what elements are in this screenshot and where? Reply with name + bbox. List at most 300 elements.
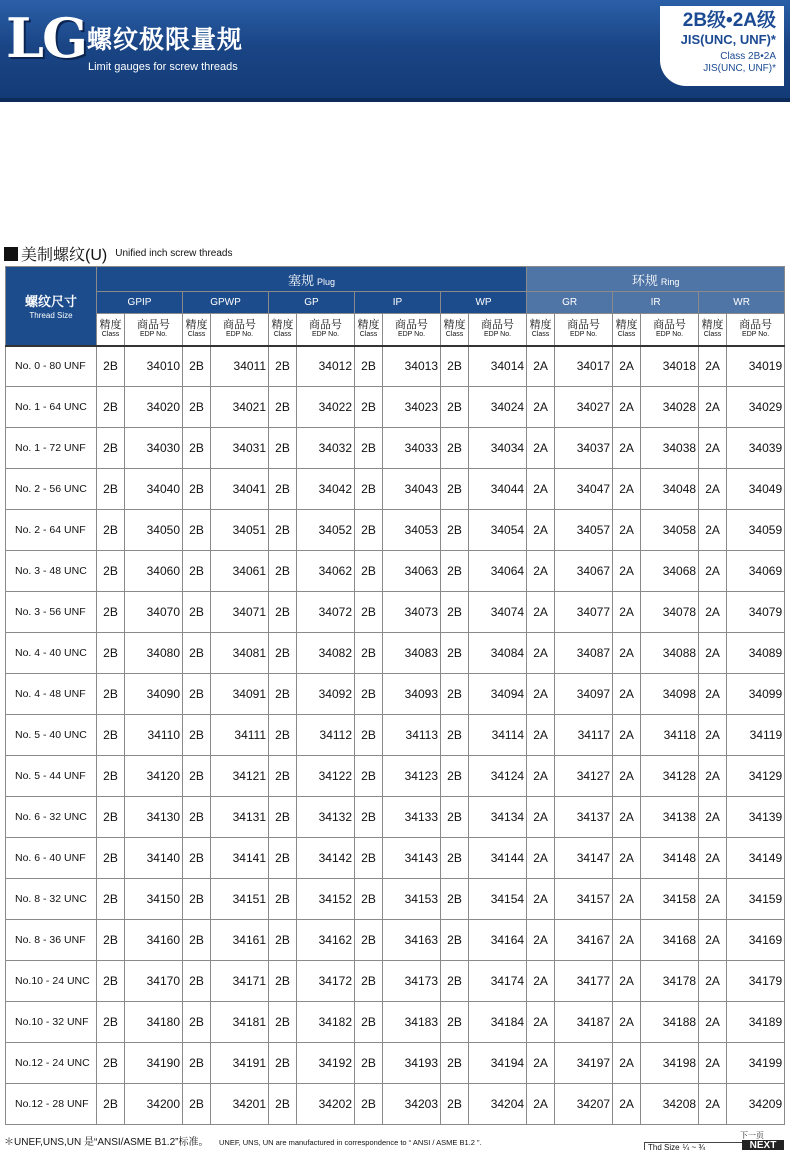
section-title: [4, 242, 233, 265]
class-cell: 2B: [183, 879, 211, 920]
edp-cell: 34182: [297, 1002, 355, 1043]
edp-cell: 34018: [641, 346, 699, 387]
edp-cell: 34180: [125, 1002, 183, 1043]
class-cell: 2A: [699, 674, 727, 715]
edp-cell: 34098: [641, 674, 699, 715]
edp-cell: 34034: [469, 428, 527, 469]
edp-cell: 34131: [211, 797, 269, 838]
class-cell: 2A: [613, 1084, 641, 1125]
class-cell: 2B: [97, 510, 125, 551]
edp-cell: 34074: [469, 592, 527, 633]
class-cell: 2B: [183, 1043, 211, 1084]
thread-size-cell: No. 2 - 64 UNF: [6, 510, 97, 551]
edp-cell: 34162: [297, 920, 355, 961]
edp-cell: 34112: [297, 715, 355, 756]
class-cell: 2A: [699, 920, 727, 961]
thread-size-header: [6, 267, 97, 346]
edp-cell: 34062: [297, 551, 355, 592]
edp-cell: 34122: [297, 756, 355, 797]
edp-column-header: [727, 314, 785, 346]
class-cell: 2B: [269, 797, 297, 838]
class-cell: 2B: [97, 551, 125, 592]
class-cell: 2A: [527, 838, 555, 879]
class-column-header: [699, 314, 727, 346]
edp-cell: 34077: [555, 592, 613, 633]
class-cell: 2B: [183, 838, 211, 879]
edp-header-en: EDP No.: [397, 331, 426, 339]
class-cell: 2B: [183, 510, 211, 551]
class-cell: 2B: [355, 756, 383, 797]
edp-column-header: [469, 314, 527, 346]
class-cell: 2B: [441, 1043, 469, 1084]
class-cell: 2B: [97, 1084, 125, 1125]
table-row: [6, 879, 785, 920]
section-title-cn: 美制螺纹(U): [21, 247, 108, 264]
class-cell: 2B: [269, 715, 297, 756]
class-cell: 2A: [613, 879, 641, 920]
class-cell: 2B: [97, 428, 125, 469]
class-cell: 2B: [355, 920, 383, 961]
class-cell: 2B: [97, 1043, 125, 1084]
class-cell: 2A: [699, 387, 727, 428]
edp-cell: 34163: [383, 920, 441, 961]
edp-cell: 34070: [125, 592, 183, 633]
edp-cell: 34117: [555, 715, 613, 756]
class-cell: 2A: [613, 838, 641, 879]
edp-cell: 34079: [727, 592, 785, 633]
class-cell: 2B: [355, 797, 383, 838]
thread-size-cell: No. 2 - 56 UNC: [6, 469, 97, 510]
class-cell: 2A: [527, 387, 555, 428]
edp-cell: 34110: [125, 715, 183, 756]
edp-cell: 34120: [125, 756, 183, 797]
edp-cell: 34201: [211, 1084, 269, 1125]
class-cell: 2A: [613, 1002, 641, 1043]
edp-cell: 34052: [297, 510, 355, 551]
class-cell: 2B: [355, 346, 383, 387]
thread-size-cell: No. 5 - 44 UNF: [6, 756, 97, 797]
edp-cell: 34190: [125, 1043, 183, 1084]
edp-cell: 34014: [469, 346, 527, 387]
class-header-en: Class: [531, 331, 550, 339]
class-cell: 2B: [269, 346, 297, 387]
class-cell: 2A: [613, 551, 641, 592]
edp-cell: 34147: [555, 838, 613, 879]
edp-cell: 34193: [383, 1043, 441, 1084]
edp-header-cn: 商品号: [567, 319, 601, 332]
edp-cell: 34021: [211, 387, 269, 428]
edp-cell: 34023: [383, 387, 441, 428]
class-cell: 2A: [527, 756, 555, 797]
edp-cell: 34137: [555, 797, 613, 838]
edp-cell: 34088: [641, 633, 699, 674]
class-column-header: [269, 314, 297, 346]
group-header-wp: WP: [441, 292, 527, 314]
thread-size-cell: No. 1 - 72 UNF: [6, 428, 97, 469]
class-header-cn: 精度: [701, 319, 724, 332]
edp-cell: 34059: [727, 510, 785, 551]
class-column-header: [355, 314, 383, 346]
class-cell: 2B: [97, 1002, 125, 1043]
edp-cell: 34087: [555, 633, 613, 674]
edp-cell: 34048: [641, 469, 699, 510]
thread-size-header-cn: 螺纹尺寸: [24, 294, 77, 310]
edp-header-cn: 商品号: [395, 319, 428, 332]
edp-cell: 34183: [383, 1002, 441, 1043]
ring-header-en: Ring: [660, 276, 680, 287]
edp-cell: 34141: [211, 838, 269, 879]
class-cell: 2B: [97, 633, 125, 674]
class-cell: 2B: [269, 756, 297, 797]
edp-cell: 34173: [383, 961, 441, 1002]
edp-header-en: EDP No.: [656, 331, 684, 339]
class-cell: 2A: [699, 551, 727, 592]
class-cell: 2A: [699, 797, 727, 838]
edp-cell: 34012: [297, 346, 355, 387]
edp-cell: 34169: [727, 920, 785, 961]
edp-header-en: EDP No.: [483, 331, 512, 339]
edp-cell: 34197: [555, 1043, 613, 1084]
class-cell: 2B: [269, 469, 297, 510]
class-cell: 2A: [527, 1043, 555, 1084]
class-cell: 2B: [97, 715, 125, 756]
edp-cell: 34047: [555, 469, 613, 510]
edp-cell: 34039: [727, 428, 785, 469]
edp-cell: 34020: [125, 387, 183, 428]
class-cell: 2B: [97, 592, 125, 633]
edp-cell: 34167: [555, 920, 613, 961]
class-header-cn: 精度: [185, 319, 208, 332]
edp-cell: 34161: [211, 920, 269, 961]
class-header-cn: 精度: [443, 319, 466, 332]
thread-size-cell: No. 6 - 40 UNF: [6, 838, 97, 879]
group-header-wr: WR: [699, 292, 785, 314]
class-cell: 2B: [97, 920, 125, 961]
edp-cell: 34199: [727, 1043, 785, 1084]
edp-cell: 34150: [125, 879, 183, 920]
class-cell: 2B: [183, 469, 211, 510]
edp-cell: 34073: [383, 592, 441, 633]
class-cell: 2A: [527, 674, 555, 715]
class-cell: 2A: [613, 633, 641, 674]
table-row: [6, 1002, 785, 1043]
badge-class-cn: 2B级•2A级: [682, 10, 776, 31]
edp-column-header: [297, 314, 355, 346]
thread-size-header-en: Thread Size: [29, 311, 73, 321]
edp-cell: 34172: [297, 961, 355, 1002]
edp-cell: 34188: [641, 1002, 699, 1043]
class-cell: 2A: [527, 428, 555, 469]
edp-cell: 34139: [727, 797, 785, 838]
edp-cell: 34134: [469, 797, 527, 838]
class-cell: 2A: [613, 920, 641, 961]
ring-header-cn: 环规: [631, 272, 658, 288]
group-header-ip: IP: [355, 292, 441, 314]
edp-header-en: EDP No.: [311, 331, 340, 339]
edp-cell: 34208: [641, 1084, 699, 1125]
thread-size-cell: No.12 - 28 UNF: [6, 1084, 97, 1125]
edp-cell: 34130: [125, 797, 183, 838]
class-cell: 2B: [183, 428, 211, 469]
edp-cell: 34132: [297, 797, 355, 838]
edp-cell: 34099: [727, 674, 785, 715]
edp-cell: 34128: [641, 756, 699, 797]
class-cell: 2B: [183, 592, 211, 633]
table-row: [6, 1043, 785, 1084]
edp-cell: 34204: [469, 1084, 527, 1125]
group-header-gp: GP: [269, 292, 355, 314]
next-button[interactable]: NEXT: [742, 1140, 784, 1150]
class-cell: 2B: [269, 1084, 297, 1125]
edp-cell: 34011: [211, 346, 269, 387]
class-cell: 2A: [527, 879, 555, 920]
class-cell: 2B: [97, 756, 125, 797]
edp-cell: 34013: [383, 346, 441, 387]
class-badge: [660, 6, 784, 86]
edp-cell: 34144: [469, 838, 527, 879]
class-cell: 2A: [699, 1002, 727, 1043]
class-cell: 2B: [441, 838, 469, 879]
edp-cell: 34124: [469, 756, 527, 797]
class-column-header: [183, 314, 211, 346]
edp-cell: 34192: [297, 1043, 355, 1084]
edp-header-cn: 商品号: [481, 319, 515, 332]
edp-cell: 34142: [297, 838, 355, 879]
class-cell: 2A: [613, 469, 641, 510]
class-header-en: Class: [101, 331, 120, 339]
edp-cell: 34149: [727, 838, 785, 879]
edp-cell: 34010: [125, 346, 183, 387]
class-cell: 2B: [355, 838, 383, 879]
edp-cell: 34203: [383, 1084, 441, 1125]
class-cell: 2B: [269, 838, 297, 879]
class-cell: 2B: [269, 1002, 297, 1043]
edp-cell: 34032: [297, 428, 355, 469]
class-cell: 2A: [699, 1043, 727, 1084]
class-cell: 2A: [699, 961, 727, 1002]
class-cell: 2B: [441, 346, 469, 387]
edp-cell: 34033: [383, 428, 441, 469]
class-cell: 2A: [527, 1084, 555, 1125]
class-header-cn: 精度: [529, 319, 552, 332]
class-cell: 2A: [699, 879, 727, 920]
edp-header-en: EDP No.: [139, 331, 168, 339]
table-row: [6, 551, 785, 592]
edp-cell: 34187: [555, 1002, 613, 1043]
class-cell: 2B: [441, 961, 469, 1002]
edp-header-cn: 商品号: [137, 319, 170, 332]
table-row: [6, 428, 785, 469]
class-cell: 2B: [97, 469, 125, 510]
class-cell: 2B: [269, 510, 297, 551]
header-stripe: [0, 98, 790, 102]
edp-cell: 34164: [469, 920, 527, 961]
group-header-gpwp: GPWP: [183, 292, 269, 314]
class-cell: 2B: [441, 756, 469, 797]
class-cell: 2B: [441, 1002, 469, 1043]
class-cell: 2B: [183, 1002, 211, 1043]
edp-cell: 34114: [469, 715, 527, 756]
edp-cell: 34049: [727, 469, 785, 510]
table-row: [6, 838, 785, 879]
edp-cell: 34148: [641, 838, 699, 879]
thread-size-cell: No.12 - 24 UNC: [6, 1043, 97, 1084]
thread-size-cell: No. 0 - 80 UNF: [6, 346, 97, 387]
class-cell: 2B: [97, 387, 125, 428]
class-cell: 2A: [613, 797, 641, 838]
class-cell: 2A: [613, 674, 641, 715]
class-cell: 2A: [613, 428, 641, 469]
next-page-label-cn: 下一页: [740, 1131, 764, 1140]
edp-cell: 34092: [297, 674, 355, 715]
class-cell: 2B: [269, 961, 297, 1002]
edp-cell: 34063: [383, 551, 441, 592]
table-row: [6, 387, 785, 428]
class-cell: 2A: [699, 715, 727, 756]
class-cell: 2B: [355, 1002, 383, 1043]
edp-cell: 34051: [211, 510, 269, 551]
class-column-header: [441, 314, 469, 346]
table-row: [6, 920, 785, 961]
edp-cell: 34068: [641, 551, 699, 592]
table-body: [6, 346, 785, 1125]
next-page-nav[interactable]: [644, 1130, 784, 1150]
class-header-cn: 精度: [357, 319, 380, 332]
edp-cell: 34129: [727, 756, 785, 797]
page-header: [0, 0, 790, 102]
edp-cell: 34031: [211, 428, 269, 469]
class-cell: 2B: [355, 387, 383, 428]
class-cell: 2A: [613, 387, 641, 428]
thread-size-cell: No. 3 - 48 UNC: [6, 551, 97, 592]
section-title-en: Unified inch screw threads: [115, 248, 233, 259]
edp-cell: 34111: [211, 715, 269, 756]
class-cell: 2B: [441, 715, 469, 756]
edp-cell: 34152: [297, 879, 355, 920]
class-cell: 2A: [527, 346, 555, 387]
class-cell: 2B: [183, 346, 211, 387]
edp-cell: 34209: [727, 1084, 785, 1125]
edp-cell: 34040: [125, 469, 183, 510]
class-header-en: Class: [445, 331, 464, 339]
class-cell: 2A: [699, 838, 727, 879]
class-header-en: Class: [617, 331, 636, 339]
edp-cell: 34133: [383, 797, 441, 838]
edp-cell: 34030: [125, 428, 183, 469]
class-cell: 2B: [183, 797, 211, 838]
page-subtitle: Limit gauges for screw threads: [88, 61, 238, 73]
edp-cell: 34140: [125, 838, 183, 879]
class-cell: 2B: [441, 1084, 469, 1125]
page-title: 螺纹极限量规: [87, 26, 244, 54]
edp-header-cn: 商品号: [653, 319, 687, 332]
thread-size-cell: No. 6 - 32 UNC: [6, 797, 97, 838]
class-cell: 2B: [441, 551, 469, 592]
class-cell: 2B: [441, 674, 469, 715]
edp-header-cn: 商品号: [223, 319, 256, 332]
edp-cell: 34043: [383, 469, 441, 510]
class-cell: 2A: [527, 510, 555, 551]
thread-size-cell: No.10 - 32 UNF: [6, 1002, 97, 1043]
class-cell: 2A: [613, 961, 641, 1002]
thread-size-label: Thd Size: [648, 1143, 680, 1150]
edp-cell: 34054: [469, 510, 527, 551]
class-cell: 2B: [355, 961, 383, 1002]
edp-cell: 34083: [383, 633, 441, 674]
edp-cell: 34027: [555, 387, 613, 428]
footnote: [4, 1133, 482, 1148]
class-header-en: Class: [703, 331, 722, 339]
edp-cell: 34042: [297, 469, 355, 510]
edp-cell: 34082: [297, 633, 355, 674]
class-cell: 2A: [527, 797, 555, 838]
class-cell: 2A: [613, 756, 641, 797]
class-cell: 2A: [699, 756, 727, 797]
edp-cell: 34080: [125, 633, 183, 674]
class-column-header: [613, 314, 641, 346]
edp-cell: 34094: [469, 674, 527, 715]
table-row: [6, 756, 785, 797]
edp-cell: 34157: [555, 879, 613, 920]
class-cell: 2A: [527, 633, 555, 674]
table-row: [6, 674, 785, 715]
edp-cell: 34089: [727, 633, 785, 674]
class-header-cn: 精度: [271, 319, 294, 332]
class-cell: 2B: [355, 1084, 383, 1125]
edp-column-header: [211, 314, 269, 346]
edp-cell: 34174: [469, 961, 527, 1002]
table-row: [6, 715, 785, 756]
class-cell: 2B: [441, 387, 469, 428]
class-cell: 2A: [699, 592, 727, 633]
class-cell: 2B: [355, 592, 383, 633]
thread-size-cell: No. 3 - 56 UNF: [6, 592, 97, 633]
class-cell: 2B: [97, 797, 125, 838]
edp-cell: 34194: [469, 1043, 527, 1084]
class-cell: 2A: [527, 551, 555, 592]
edp-cell: 34119: [727, 715, 785, 756]
edp-cell: 34179: [727, 961, 785, 1002]
class-cell: 2B: [269, 633, 297, 674]
edp-cell: 34151: [211, 879, 269, 920]
edp-column-header: [641, 314, 699, 346]
class-cell: 2A: [613, 510, 641, 551]
class-header-en: Class: [359, 331, 378, 339]
class-column-header: [527, 314, 555, 346]
edp-cell: 34177: [555, 961, 613, 1002]
class-header-cn: 精度: [99, 319, 122, 332]
edp-cell: 34202: [297, 1084, 355, 1125]
class-cell: 2B: [97, 961, 125, 1002]
edp-cell: 34061: [211, 551, 269, 592]
class-cell: 2B: [97, 838, 125, 879]
badge-standard-en: JIS(UNC, UNF)*: [703, 63, 776, 74]
table-row: [6, 469, 785, 510]
edp-cell: 34159: [727, 879, 785, 920]
edp-cell: 34069: [727, 551, 785, 592]
plug-header: [97, 267, 527, 292]
group-header-ir: IR: [613, 292, 699, 314]
table-row: [6, 797, 785, 838]
edp-cell: 34050: [125, 510, 183, 551]
badge-standard: JIS(UNC, UNF)*: [680, 32, 776, 47]
edp-header-cn: 商品号: [309, 319, 342, 332]
class-cell: 2A: [699, 428, 727, 469]
class-header-en: Class: [273, 331, 292, 339]
thread-size-cell: No. 5 - 40 UNC: [6, 715, 97, 756]
edp-cell: 34118: [641, 715, 699, 756]
edp-cell: 34191: [211, 1043, 269, 1084]
